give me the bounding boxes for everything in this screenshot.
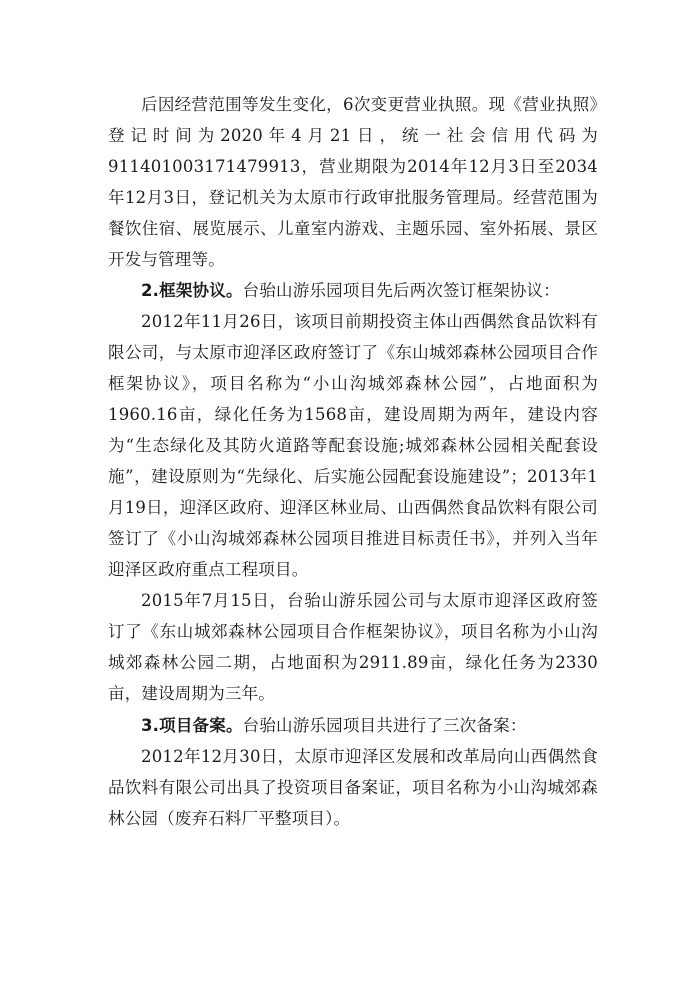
paragraph-text: 2015年7月15日，台骀山游乐园公司与太原市迎泽区政府签订了《东山城郊森林公园项目合作框架协议》，项目名称为小山沟城郊森林公园二期，占地面积为2911.89亩，绿化任务为2330亩，建设周期为三年。	[108, 591, 598, 703]
section-title: 项目备案。	[159, 716, 243, 735]
paragraph-text: 2012年11月26日，该项目前期投资主体山西偶然食品饮料有限公司，与太原市迎泽区政府签订了《东山城郊森林公园项目合作框架协议》，项目名称为“小山沟城郊森林公园”，占地面积为1960.16亩，绿化任务为1568亩，建设周期为两年，建设内容为“生态绿化及其防火道路等配套设施;城郊森林公园相关配套设施”，建设原则为“先绿化、后实施公园配套设施建设”；2013年1月19日，迎泽区政府、迎泽区林业局、山西偶然食品饮料有限公司签订了《小山沟城郊森林公园项目推进目标责任书》，并列入当年迎泽区政府重点工程项目。	[108, 312, 598, 579]
paragraph-text: 2012年12月30日，太原市迎泽区发展和改革局向山西偶然食品饮料有限公司出具了投资项目备案证，项目名称为小山沟城郊森林公园（废弃石料厂平整项目）。	[108, 747, 598, 828]
section-number: 3.	[141, 716, 160, 735]
paragraph-text: 后因经营范围等发生变化，6次变更营业执照。现《营业执照》登记时间为2020年4月21日，统一社会信用代码为911401003171479913，营业期限为2014年12月3日至2034年12月3日，登记机关为太原市行政审批服务管理局。经营范围为餐饮住宿、展览展示、儿童室内游戏、主题乐园、室外拓展、景区开发与管理等。	[108, 95, 598, 269]
section-framework-agreement-heading	[108, 275, 598, 306]
section-project-filing-heading	[108, 710, 598, 741]
paragraph-framework-2015	[108, 585, 598, 709]
section-title: 框架协议。	[159, 281, 243, 300]
paragraph-filing-2012	[108, 741, 598, 834]
section-intro-text: 台骀山游乐园项目先后两次签订框架协议：	[242, 281, 560, 300]
paragraph-framework-2012	[108, 306, 598, 585]
section-intro-text: 台骀山游乐园项目共进行了三次备案：	[242, 716, 527, 735]
paragraph-business-license	[108, 89, 598, 275]
section-number: 2.	[141, 281, 160, 300]
